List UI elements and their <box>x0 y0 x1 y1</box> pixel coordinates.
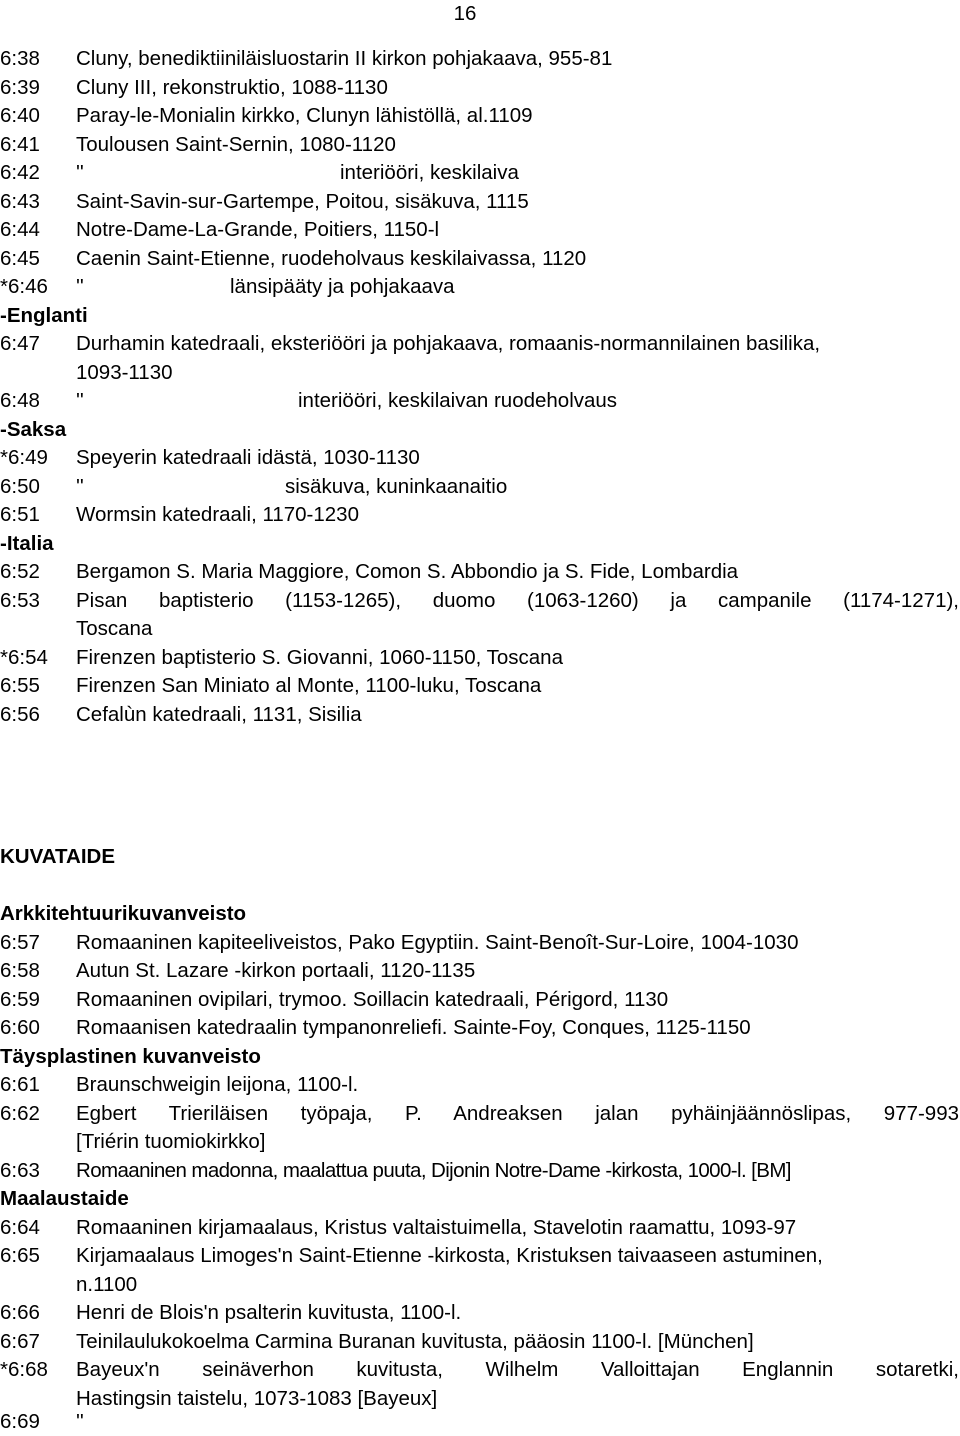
item-text: Firenzen baptisterio S. Giovanni, 1060-1150, Toscana <box>76 646 563 669</box>
item-text: Teinilaulukokoelma Carmina Buranan kuvitusta, pääosin 1100-l. [München] <box>76 1330 754 1353</box>
item-number: 6:67 <box>0 1330 40 1353</box>
ditto-mark: '' <box>76 161 84 184</box>
list-item <box>0 1100 960 1128</box>
item-text: Wormsin katedraali, 1170-1230 <box>76 503 359 526</box>
item-number: 6:55 <box>0 674 40 697</box>
item-text: Pisan baptisterio (1153-1265), duomo (1063-1260) ja campanile (1174-1271), <box>76 589 959 612</box>
item-number: *6:54 <box>0 646 48 669</box>
list-item <box>0 330 960 358</box>
item-number: 6:56 <box>0 703 40 726</box>
list-item <box>0 587 960 615</box>
item-text: Kirjamaalaus Limoges'n Saint-Etienne -kirkosta, Kristuksen taivaaseen astuminen, <box>76 1244 823 1267</box>
subsection-heading: Maalaustaide <box>0 1187 129 1210</box>
item-number: 6:65 <box>0 1244 40 1267</box>
item-number: 6:47 <box>0 332 40 355</box>
item-text: Bayeux'n seinäverhon kuvitusta, Wilhelm Valloittajan Englannin sotaretki, <box>76 1358 959 1381</box>
item-number: 6:44 <box>0 218 40 241</box>
item-text: n.1100 <box>76 1273 138 1296</box>
item-text: Egbert Trieriläisen työpaja, P. Andreaksen jalan pyhäinjäännöslipas, 977-993 <box>76 1102 959 1125</box>
item-number: 6:60 <box>0 1016 40 1039</box>
item-text: Saint-Savin-sur-Gartempe, Poitou, sisäkuva, 1115 <box>76 190 529 213</box>
ditto-mark: '' <box>76 475 84 498</box>
ditto-mark: '' <box>76 1410 84 1433</box>
item-number: 6:57 <box>0 931 40 954</box>
section-heading-italia: -Italia <box>0 532 54 555</box>
subsection-heading: Täysplastinen kuvanveisto <box>0 1045 261 1068</box>
item-number: 6:45 <box>0 247 40 270</box>
item-text: Romaaninen ovipilari, trymoo. Soillacin katedraali, Périgord, 1130 <box>76 988 669 1011</box>
item-text: Caenin Saint-Etienne, ruodeholvaus keskilaivassa, 1120 <box>76 247 587 270</box>
item-number: 6:62 <box>0 1102 40 1125</box>
item-number: 6:58 <box>0 959 40 982</box>
item-number: 6:38 <box>0 47 40 70</box>
item-text: Firenzen San Miniato al Monte, 1100-luku, Toscana <box>76 674 542 697</box>
item-number: 6:64 <box>0 1216 40 1239</box>
ditto-mark: '' <box>76 275 84 298</box>
item-text: Toscana <box>76 617 153 640</box>
item-text: Henri de Blois'n psalterin kuvitusta, 1100-l. <box>76 1301 462 1324</box>
item-text: Cefalùn katedraali, 1131, Sisilia <box>76 703 362 726</box>
item-text: Notre-Dame-La-Grande, Poitiers, 1150-l <box>76 218 440 241</box>
item-text: Cluny III, rekonstruktio, 1088-1130 <box>76 76 388 99</box>
item-number: *6:49 <box>0 446 48 469</box>
item-number: 6:51 <box>0 503 40 526</box>
item-number: 6:41 <box>0 133 40 156</box>
item-text: [Triérin tuomiokirkko] <box>76 1130 266 1153</box>
item-text: länsipääty ja pohjakaava <box>230 275 455 298</box>
item-text: Romaanisen katedraalin tympanonreliefi. Sainte-Foy, Conques, 1125-1150 <box>76 1016 751 1039</box>
section-heading-saksa: -Saksa <box>0 418 67 441</box>
item-number: 6:53 <box>0 589 40 612</box>
item-text: Braunschweigin leijona, 1100-l. <box>76 1073 359 1096</box>
item-text: sisäkuva, kuninkaanaitio <box>285 475 508 498</box>
section-heading-englanti: -Englanti <box>0 304 88 327</box>
item-number: 6:40 <box>0 104 40 127</box>
item-number: 6:66 <box>0 1301 40 1324</box>
item-number: 6:50 <box>0 475 40 498</box>
item-text: Bergamon S. Maria Maggiore, Comon S. Abbondio ja S. Fide, Lombardia <box>76 560 739 583</box>
item-text: Cluny, benediktiiniläisluostarin II kirkon pohjakaava, 955-81 <box>76 47 613 70</box>
item-text: Romaaninen kapiteeliveistos, Pako Egyptiin. Saint-Benoît-Sur-Loire, 1004-1030 <box>76 931 799 954</box>
item-text: Speyerin katedraali idästä, 1030-1130 <box>76 446 420 469</box>
ditto-mark: '' <box>76 389 84 412</box>
page-number: 16 <box>453 2 477 25</box>
subsection-heading: Arkkitehtuurikuvanveisto <box>0 902 247 925</box>
item-text: 1093-1130 <box>76 361 173 384</box>
item-number: 6:39 <box>0 76 40 99</box>
item-text: Durhamin katedraali, eksteriööri ja pohjakaava, romaanis-normannilainen basilika, <box>76 332 821 355</box>
item-number: *6:46 <box>0 275 48 298</box>
item-number: 6:63 <box>0 1159 40 1182</box>
item-number: 6:43 <box>0 190 40 213</box>
item-number: 6:52 <box>0 560 40 583</box>
item-text: Paray-le-Monialin kirkko, Clunyn lähistöllä, al.1109 <box>76 104 533 127</box>
list-item <box>0 1157 960 1185</box>
item-number: 6:59 <box>0 988 40 1011</box>
list-item <box>0 1242 960 1270</box>
item-text: Romaaninen kirjamaalaus, Kristus valtaistuimella, Stavelotin raamattu, 1093-97 <box>76 1216 797 1239</box>
item-number: 6:48 <box>0 389 40 412</box>
item-number: 6:69 <box>0 1410 40 1433</box>
item-number: *6:68 <box>0 1358 48 1381</box>
item-text: Autun St. Lazare -kirkon portaali, 1120-1135 <box>76 959 476 982</box>
list-item <box>0 1356 960 1384</box>
section-heading-kuvataide: KUVATAIDE <box>0 845 116 868</box>
item-text: Romaaninen madonna, maalattua puuta, Dijonin Notre-Dame -kirkosta, 1000-l. [BM] <box>76 1159 791 1182</box>
item-number: 6:42 <box>0 161 40 184</box>
item-text: interiööri, keskilaiva <box>340 161 519 184</box>
item-number: 6:61 <box>0 1073 40 1096</box>
item-text: Hastingsin taistelu, 1073-1083 [Bayeux] <box>76 1387 438 1410</box>
item-text: interiööri, keskilaivan ruodeholvaus <box>298 389 618 412</box>
item-text: Toulousen Saint-Sernin, 1080-1120 <box>76 133 396 156</box>
